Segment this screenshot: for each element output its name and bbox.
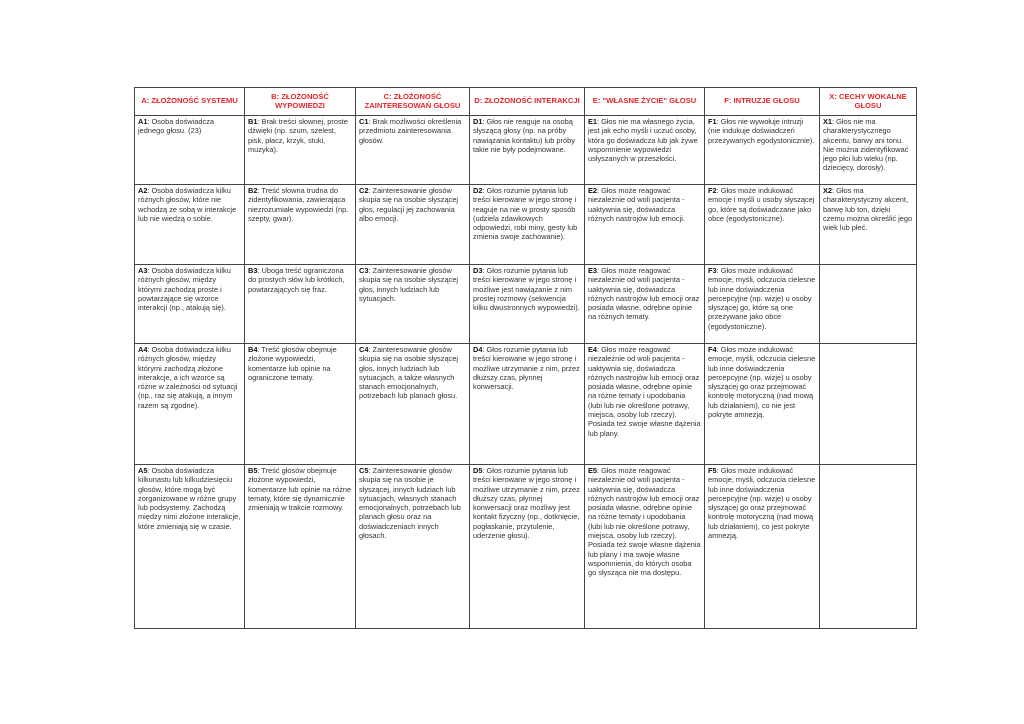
cell-code: E2 — [588, 186, 598, 195]
cell-a1 — [135, 116, 245, 185]
cell-text: : Brak możliwości określenia przedmiotu zainteresowania głosów. — [359, 117, 462, 145]
cell-a3 — [135, 265, 245, 344]
cell-code: B4 — [248, 345, 258, 354]
cell-code: A5 — [138, 466, 148, 475]
cell-code: A1 — [138, 117, 148, 126]
cell-a4 — [135, 344, 245, 465]
cell-code: D5 — [473, 466, 483, 475]
cell-f5 — [705, 465, 820, 629]
cell-text: : Głos może reagować niezależnie od woli pacjenta - uaktywnia się, doświadcza różnych nastrojów lub emocji oraz posiada własne, odrębne opinie na różne tematy i upodobania (lubi lub nie określone potrawy, miejsca, osoby lub rzeczy). Posiada też swoje własne dążenia lub plany i ma swoje własne wspomnienia, do których osoba go słysząca nie ma dostępu. — [588, 466, 701, 578]
cell-code: C1 — [359, 117, 369, 126]
cell-code: A3 — [138, 266, 148, 275]
header-e: E: "WŁASNE ŻYCIE" GŁOSU — [585, 88, 705, 116]
cell-text: : Głos może indukować emocje i myśli u osoby słyszącej go, które są doświadczane jako obce (egodystoniczne). — [708, 186, 815, 223]
header-b: B: ZŁOŻONOŚĆ WYPOWIEDZI — [245, 88, 356, 116]
cell-code: F4 — [708, 345, 717, 354]
cell-x2 — [820, 185, 917, 265]
cell-c3 — [356, 265, 470, 344]
cell-text: : Treść głosów obejmuje złożone wypowiedzi, komentarze lub opinie na różne tematy, które się dynamicznie zmieniają w trakcie rozmowy. — [248, 466, 352, 513]
cell-code: F3 — [708, 266, 717, 275]
cell-d4 — [470, 344, 585, 465]
cell-text: : Brak treści słownej, proste dźwięki (np. szum, szelest, pisk, płacz, krzyk, stuki, muzyka). — [248, 117, 348, 154]
cell-code: B2 — [248, 186, 258, 195]
cell-code: E3 — [588, 266, 598, 275]
cell-code: E5 — [588, 466, 598, 475]
header-x: X: CECHY WOKALNE GŁOSU — [820, 88, 917, 116]
header-f: F: INTRUZJE GŁOSU — [705, 88, 820, 116]
cell-text: : Treść głosów obejmuje złożone wypowiedzi, komentarze lub opinie na ograniczone tematy. — [248, 345, 337, 382]
cell-text: : Głos może indukować emocje, myśli, odczucia cielesne lub inne doświadczenia percepcyjne (np. wizje) u osoby słyszącej go, które są one przeżywane jako obce (egodystoniczne). — [708, 266, 816, 331]
cell-text: : Zainteresowanie głosów skupia się na osobie słyszącej głos, regulacji jej zachowania albo emocji. — [359, 186, 459, 223]
table-row — [135, 344, 917, 465]
cell-b1 — [245, 116, 356, 185]
cell-e1 — [585, 116, 705, 185]
cell-text: : Osoba doświadcza kilku różnych głosów, między którymi zachodzą złożone interakcje, a ich wzorce są różne w zależności od sytuacji (np., raz się atakują, a innym razem są zgodne). — [138, 345, 238, 410]
cell-code: B3 — [248, 266, 258, 275]
cell-text: : Osoba doświadcza kilku różnych głosów, między którymi zachodzą proste i powtarzające się wzorce interakcji (np., atakują się). — [138, 266, 231, 313]
cell-code: D1 — [473, 117, 483, 126]
cell-text: : Treść słowna trudna do zidentyfikowania, zawierająca niezrozumiałe wypowiedzi (np. szepty, gwar). — [248, 186, 349, 223]
cell-code: A2 — [138, 186, 148, 195]
table-row — [135, 465, 917, 629]
cell-f3 — [705, 265, 820, 344]
cell-text: : Uboga treść ograniczona do prostych słów lub krótkich, powtarzających się fraz. — [248, 266, 345, 294]
cell-code: F1 — [708, 117, 717, 126]
cell-code: C4 — [359, 345, 369, 354]
cell-e5 — [585, 465, 705, 629]
cell-text: : Głos rozumie pytania lub treści kierowane w jego stronę i możliwe jest nawiązanie z nim prostej rozmowy (sekwencja kilku dwustronnych wypowiedzi). — [473, 266, 580, 313]
cell-code: E4 — [588, 345, 598, 354]
cell-text: : Zainteresowanie głosów skupia się na osobie słyszącej głos, innych ludziach lub sytuacjach, a także własnych stanach emocjonalnych, potrzebach lub planach głosu. — [359, 345, 459, 401]
cell-f4 — [705, 344, 820, 465]
table-row — [135, 185, 917, 265]
header-d: D: ZŁOŻONOŚĆ INTERAKCJI — [470, 88, 585, 116]
cell-b3 — [245, 265, 356, 344]
cell-x4 — [820, 344, 917, 465]
table-row — [135, 116, 917, 185]
cell-code: X1 — [823, 117, 833, 126]
cell-code: E1 — [588, 117, 598, 126]
cell-code: D4 — [473, 345, 483, 354]
cell-code: F2 — [708, 186, 717, 195]
cell-text: : Głos może reagować niezależnie od woli pacjenta - uaktywnia się, doświadcza różnych nastrojów lub emocji oraz posiada własne, odrębne opinie na różne tematy i upodobania (lubi lub nie określone potrawy, miejsca, osoby lub rzeczy). Posiada też swoje własne dążenia lub plany. — [588, 345, 701, 438]
cell-text: : Głos rozumie pytania lub treści kierowane w jego stronę i możliwe utrzymanie z nim, przez dłuższy czas, płynnej konwersacji oraz możliwy jest kontakt fizyczny (np., dotknięcie, pogłaskanie, przytulenie, uderzenie głosu). — [473, 466, 580, 541]
cell-code: X2 — [823, 186, 833, 195]
cell-text: : Głos ma charakterystyczny akcent, barwę lub ton, dzięki czemu można określić jego wiek lub płeć. — [823, 186, 913, 233]
cell-d3 — [470, 265, 585, 344]
cell-e3 — [585, 265, 705, 344]
cell-text: : Głos nie wywołuje intruzji (nie indukuje doświadczeń przeżywanych egodystonicznie). — [708, 117, 815, 145]
cell-c2 — [356, 185, 470, 265]
cell-code: C3 — [359, 266, 369, 275]
cell-a2 — [135, 185, 245, 265]
cell-x5 — [820, 465, 917, 629]
cell-code: D3 — [473, 266, 483, 275]
cell-c5 — [356, 465, 470, 629]
cell-c4 — [356, 344, 470, 465]
cell-text: : Głos nie ma charakterystycznego akcentu, barwy ani tonu. Nie można zidentyfikować jego płci lub wieku (np. dziecięcy, dorosły). — [823, 117, 909, 173]
cell-e2 — [585, 185, 705, 265]
cell-d2 — [470, 185, 585, 265]
cell-text: : Zainteresowanie głosów skupia się na osobie słyszącej głos, innych ludziach lub sytuacjach. — [359, 266, 459, 303]
header-a: A: ZŁOŻONOŚĆ SYSTEMU — [135, 88, 245, 116]
table-row — [135, 265, 917, 344]
cell-b2 — [245, 185, 356, 265]
cell-e4 — [585, 344, 705, 465]
cell-b4 — [245, 344, 356, 465]
cell-text: : Głos nie reaguje na osobą słyszącą głosy (np. na próby nawiązania kontaktu) lub próby takie nie były podejmowane. — [473, 117, 575, 154]
cell-code: B5 — [248, 466, 258, 475]
cell-text: : Głos nie ma własnego życia, jest jak echo myśli i uczuć osoby, która go doświadcza lub jak żywe wspomnienie wypowiedzi usłyszanych w przeszłości. — [588, 117, 698, 164]
voice-complexity-table — [134, 87, 917, 629]
cell-code: A4 — [138, 345, 148, 354]
cell-b5 — [245, 465, 356, 629]
cell-code: B1 — [248, 117, 258, 126]
cell-text: : Głos rozumie pytania lub treści kierowane w jego stronę i reaguje na nie w prosty sposób (udziela zdawkowych odpowiedzi, robi miny, gesty lub zmienia swoje zachowanie). — [473, 186, 578, 242]
cell-a5 — [135, 465, 245, 629]
cell-text: : Głos może indukować emocje, myśli, odczucia cielesne lub inne doświadczenia percepcyjne (np. wizje) u osoby słyszącej go oraz przejmować kontrolę motoryczną (nad mową lub działaniem), co nie jest pokryte amnezją. — [708, 345, 816, 420]
cell-x3 — [820, 265, 917, 344]
header-row — [135, 88, 917, 116]
cell-text: : Osoba doświadcza kilkunastu lub kilkudziesięciu głosów, które mogą być zorganizowane w różne grupy lub podsystemy. Zachodzą między nimi złożone interakcje, które zmieniają się w czasie. — [138, 466, 241, 531]
cell-d1 — [470, 116, 585, 185]
cell-d5 — [470, 465, 585, 629]
cell-code: D2 — [473, 186, 483, 195]
cell-code: C2 — [359, 186, 369, 195]
cell-code: C5 — [359, 466, 369, 475]
cell-text: : Głos rozumie pytania lub treści kierowane w jego stronę i możliwe utrzymanie z nim, przez dłuższy czas, płynnej konwersacji. — [473, 345, 580, 392]
cell-text: : Głos może reagować niezależnie od woli pacjenta - uaktywnia się, doświadcza różnych nastrojów lub emocji oraz posiada własne, odrębne opinie na różnych tematy. — [588, 266, 700, 322]
header-c: C: ZŁOŻONOŚĆ ZAINTERESOWAŃ GŁOSU — [356, 88, 470, 116]
cell-f1 — [705, 116, 820, 185]
cell-text: : Głos może reagować niezależnie od woli pacjenta - uaktywnia się, doświadcza różnych nastrojów lub emocji. — [588, 186, 685, 223]
cell-f2 — [705, 185, 820, 265]
cell-c1 — [356, 116, 470, 185]
cell-text: : Osoba doświadcza jednego głosu. (23) — [138, 117, 215, 136]
cell-text: : Osoba doświadcza kilku różnych głosów, które nie wchodzą ze sobą w interakcje lub nie wiedzą o sobie. — [138, 186, 237, 223]
cell-code: F5 — [708, 466, 717, 475]
cell-text: : Głos może indukować emocje, myśli, odczucia cielesne lub inne doświadczenia percepcyjne (np. wizje) u osoby słyszącej go oraz przejmować kontrolę motoryczną (nad mową lub działaniem), co jest pokryte amnezją. — [708, 466, 816, 541]
cell-text: : Zainteresowanie głosów skupia się na osobie je słyszącej, innych ludziach lub sytuacjach, własnych stanach emocjonalnych, potrzebach lub planach głosu oraz na doświadczeniach innych głosach. — [359, 466, 461, 541]
cell-x1 — [820, 116, 917, 185]
